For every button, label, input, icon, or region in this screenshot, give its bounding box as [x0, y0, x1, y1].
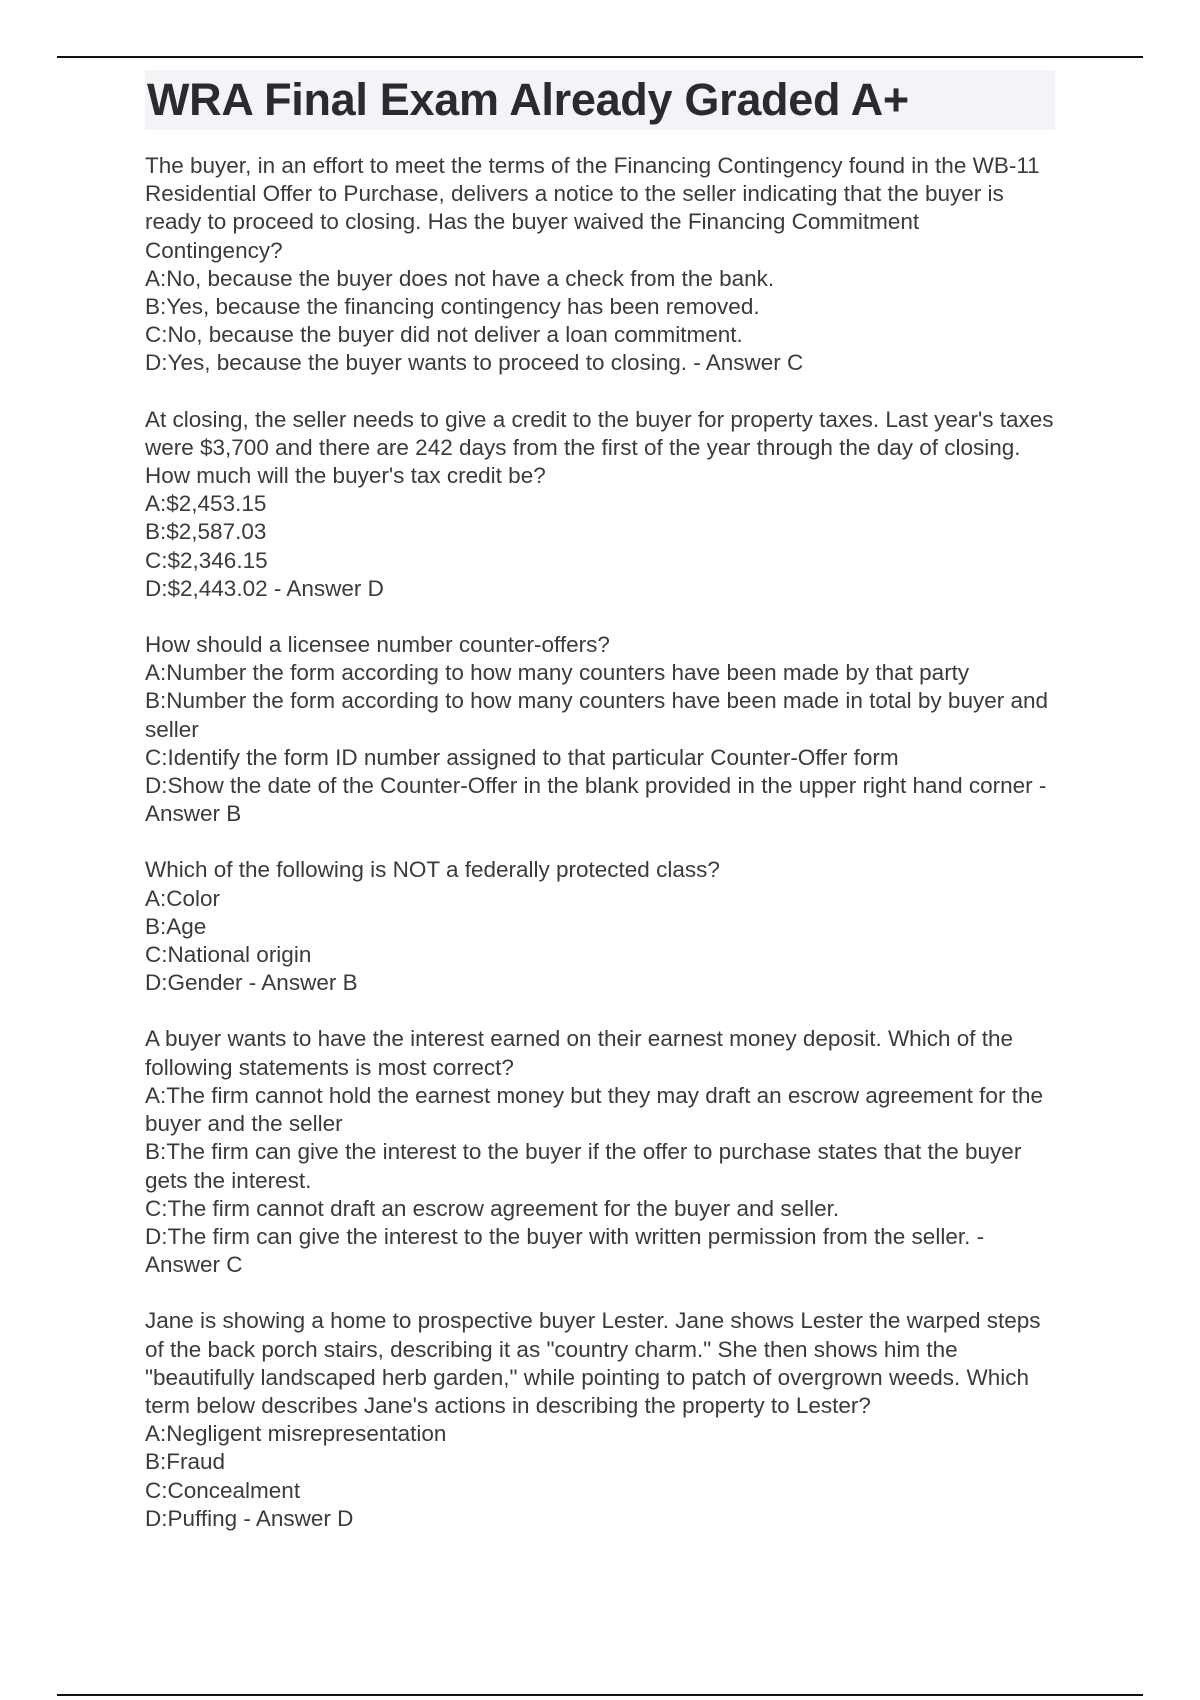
question-block-3: [145, 631, 1055, 828]
document-title: WRA Final Exam Already Graded A+: [145, 70, 1055, 130]
answer-option: A:Color: [145, 885, 221, 911]
question-text: The buyer, in an effort to meet the terms of the Financing Contingency found in the WB-11 Residential Offer to Purchase, delivers a notice to the seller indicating that the buyer is ready to proceed to closing. Has the buyer waived the Financing Commitment Contingency?: [145, 153, 1040, 263]
answer-option: A:$2,453.15: [145, 491, 267, 517]
answer-option: D:Show the date of the Counter-Offer in the blank provided in the upper right hand corner - Answer B: [145, 773, 1047, 827]
document-body: [145, 70, 1055, 1561]
question-text: How should a licensee number counter-offers?: [145, 632, 610, 658]
question-text: A buyer wants to have the interest earned on their earnest money deposit. Which of the following statements is most correct?: [145, 1026, 1014, 1080]
answer-option: B:Age: [145, 913, 207, 939]
answer-option: C:Concealment: [145, 1477, 301, 1503]
answer-option: B:Number the form according to how many counters have been made in total by buyer and seller: [145, 688, 1048, 742]
question-block-2: [145, 406, 1055, 603]
answer-option: B:Fraud: [145, 1449, 226, 1475]
question-text: At closing, the seller needs to give a credit to the buyer for property taxes. Last year's taxes were $3,700 and there are 242 days from the first of the year through the day of closing. How much will the buyer's tax credit be?: [145, 406, 1054, 489]
answer-option: D:The firm can give the interest to the buyer with written permission from the seller. - Answer C: [145, 1223, 985, 1278]
question-text: Jane is showing a home to prospective buyer Lester. Jane shows Lester the warped steps of the back porch stairs, describing it as "country charm." She then shows him the "beautifully landscaped herb garden," while pointing to patch of overgrown weeds. Which term below describes Jane's actions in describing the property to Lester?: [145, 1308, 1041, 1418]
answer-option: A:Negligent misrepresentation: [145, 1421, 447, 1447]
question-block-1: [145, 152, 1055, 378]
answer-option: D:$2,443.02 - Answer D: [145, 575, 384, 601]
answer-option: C:The firm cannot draft an escrow agreement for the buyer and seller.: [145, 1195, 840, 1221]
answer-option: A:No, because the buyer does not have a check from the bank.: [145, 265, 775, 291]
answer-option: A:Number the form according to how many counters have been made by that party: [145, 660, 970, 686]
answer-option: D:Yes, because the buyer wants to proceed to closing. - Answer C: [145, 350, 804, 376]
question-text: Which of the following is NOT a federally protected class?: [145, 857, 720, 883]
answer-option: B:$2,587.03: [145, 519, 267, 545]
answer-option: C:$2,346.15: [145, 547, 268, 573]
top-divider: [57, 56, 1143, 58]
answer-option: A:The firm cannot hold the earnest money but they may draft an escrow agreement for the buyer and the seller: [145, 1082, 1043, 1137]
question-block-4: [145, 856, 1055, 997]
answer-option: C:Identify the form ID number assigned to that particular Counter-Offer form: [145, 744, 899, 770]
answer-option: C:National origin: [145, 942, 312, 968]
answer-option: B:The firm can give the interest to the buyer if the offer to purchase states that the buyer gets the interest.: [145, 1139, 1022, 1193]
answer-option: D:Puffing - Answer D: [145, 1505, 354, 1531]
answer-option: C:No, because the buyer did not deliver a loan commitment.: [145, 322, 743, 348]
bottom-divider: [57, 1694, 1143, 1696]
question-block-6: [145, 1307, 1055, 1533]
answer-option: B:Yes, because the financing contingency has been removed.: [145, 294, 760, 320]
answer-option: D:Gender - Answer B: [145, 970, 358, 996]
question-block-5: [145, 1025, 1055, 1279]
